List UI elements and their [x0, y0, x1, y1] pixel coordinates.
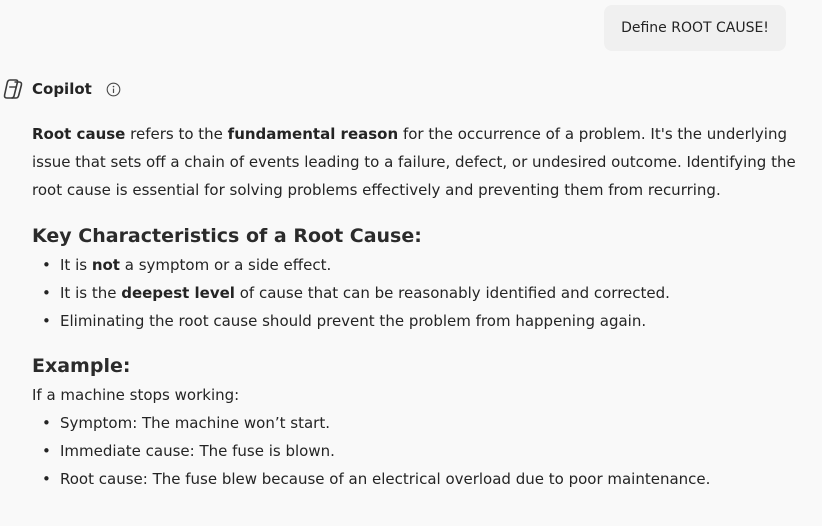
bullet: • [42, 442, 51, 460]
user-message-text: Define ROOT CAUSE! [621, 20, 769, 36]
user-message-bubble [604, 5, 786, 51]
intro-paragraph [32, 120, 820, 204]
list-item-text-pre: It is the [60, 284, 122, 302]
list-item-text-pre: It is [60, 256, 92, 274]
assistant-response [32, 120, 820, 493]
list-item [32, 465, 820, 493]
assistant-name: Copilot [32, 80, 92, 98]
list-item-text-post: of cause that can be reasonably identified and corrected. [234, 284, 670, 302]
list-item [32, 251, 820, 279]
key-characteristics-list [32, 251, 820, 335]
list-item [32, 437, 820, 465]
assistant-header [0, 76, 121, 102]
list-item [32, 279, 820, 307]
example-intro-text: If a machine stops working: [32, 386, 240, 404]
bullet: • [42, 470, 51, 488]
bullet: • [42, 256, 51, 274]
intro-bold-root-cause: Root cause [32, 125, 126, 143]
list-item-text-pre: Eliminating the root cause should prevent the problem from happening again. [60, 312, 647, 330]
intro-text-2: for the occurrence of a problem. It's the underlying issue that sets off a chain of events leading to a failure, defect, or undesired outcome. Identifying the root cause is essential for solving problems effectively and preventing them from recurring. [32, 125, 796, 199]
info-icon[interactable] [106, 82, 121, 97]
bullet: • [42, 312, 51, 330]
example-list [32, 409, 820, 493]
list-item-text-bold: deepest level [121, 284, 235, 302]
list-item [32, 307, 820, 335]
list-item-text-post: a symptom or a side effect. [119, 256, 332, 274]
list-item-text-bold: not [91, 256, 120, 274]
intro-text-1: refers to the [125, 125, 228, 143]
example-heading: Example: [32, 355, 131, 377]
list-item-text: Symptom: The machine won’t start. [60, 414, 330, 432]
list-item-text: Root cause: The fuse blew because of an electrical overload due to poor maintenance. [60, 470, 711, 488]
list-item-text: Immediate cause: The fuse is blown. [60, 442, 335, 460]
intro-bold-fundamental-reason: fundamental reason [227, 125, 399, 143]
bullet: • [42, 414, 51, 432]
key-characteristics-heading: Key Characteristics of a Root Cause: [32, 225, 422, 247]
copilot-logo-icon [1, 77, 25, 101]
list-item [32, 409, 820, 437]
bullet: • [42, 284, 51, 302]
